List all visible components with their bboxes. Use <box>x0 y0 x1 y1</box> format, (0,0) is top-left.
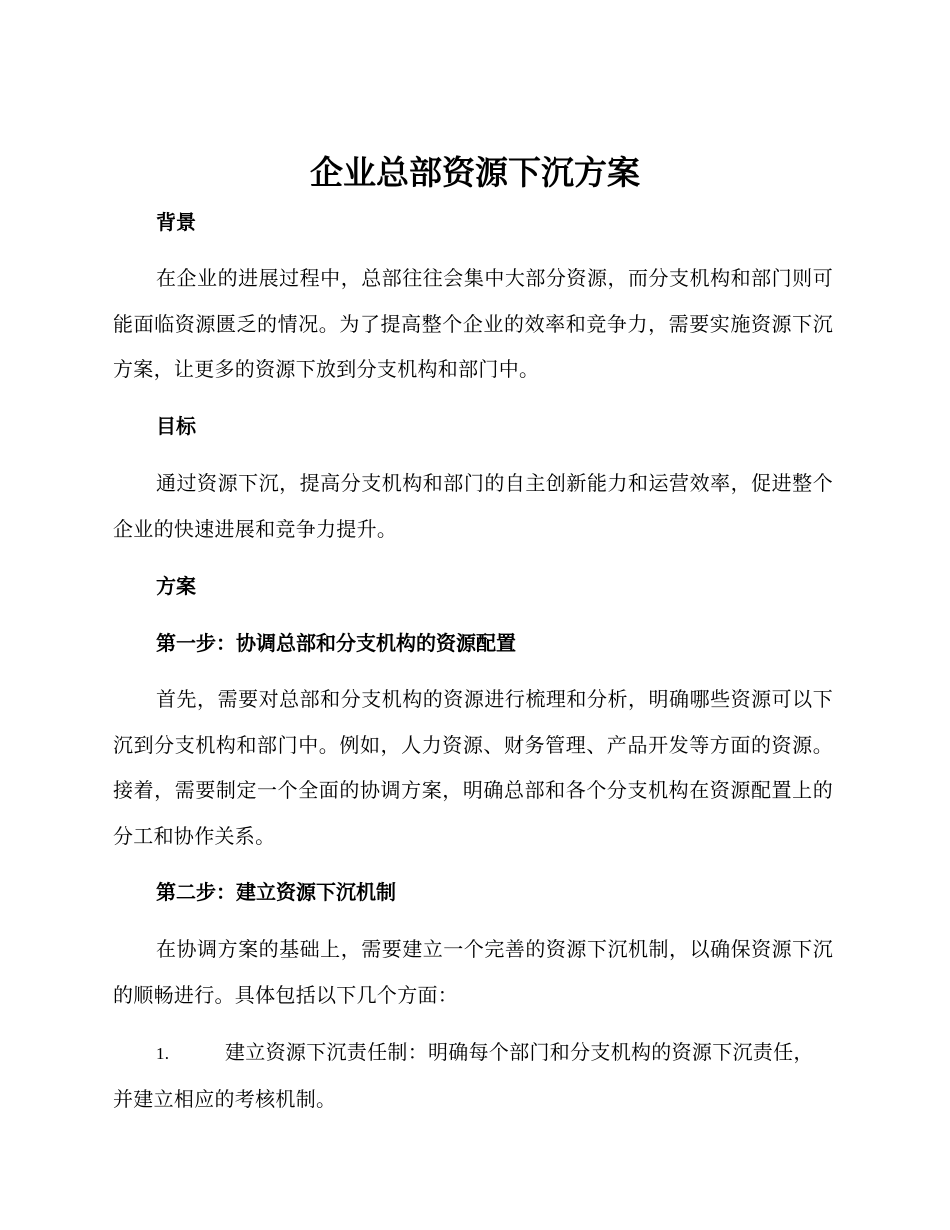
step-heading-2: 第二步：建立资源下沉机制 <box>156 880 396 904</box>
step-heading-1: 第一步：协调总部和分支机构的资源配置 <box>156 631 516 655</box>
list-item-text: 建立资源下沉责任制：明确每个部门和分支机构的资源下沉责任，并建立相应的考核机制。 <box>113 1040 814 1111</box>
list-item-number: 1. <box>156 1044 170 1063</box>
paragraph-step-2: 在协调方案的基础上，需要建立一个完善的资源下沉机制，以确保资源下沉的顺畅进行。具体包括以下几个方面： <box>113 937 833 1007</box>
section-heading-goal: 目标 <box>156 414 196 438</box>
section-heading-plan: 方案 <box>156 574 196 598</box>
document-title: 企业总部资源下沉方案 <box>310 153 640 192</box>
paragraph-goal: 通过资源下沉，提高分支机构和部门的自主创新能力和运营效率，促进整个企业的快速进展和竞争力提升。 <box>113 471 833 541</box>
paragraph-step-1: 首先，需要对总部和分支机构的资源进行梳理和分析，明确哪些资源可以下沉到分支机构和部门中。例如，人力资源、财务管理、产品开发等方面的资源。接着，需要制定一个全面的协调方案，明确总部和各个分支机构在资源配置上的分工和协作关系。 <box>113 687 833 848</box>
paragraph-background: 在企业的进展过程中，总部往往会集中大部分资源，而分支机构和部门则可能面临资源匮乏的情况。为了提高整个企业的效率和竞争力，需要实施资源下沉方案，让更多的资源下放到分支机构和部门中。 <box>113 266 833 381</box>
section-heading-background: 背景 <box>156 210 196 234</box>
list-item <box>113 1030 833 1122</box>
